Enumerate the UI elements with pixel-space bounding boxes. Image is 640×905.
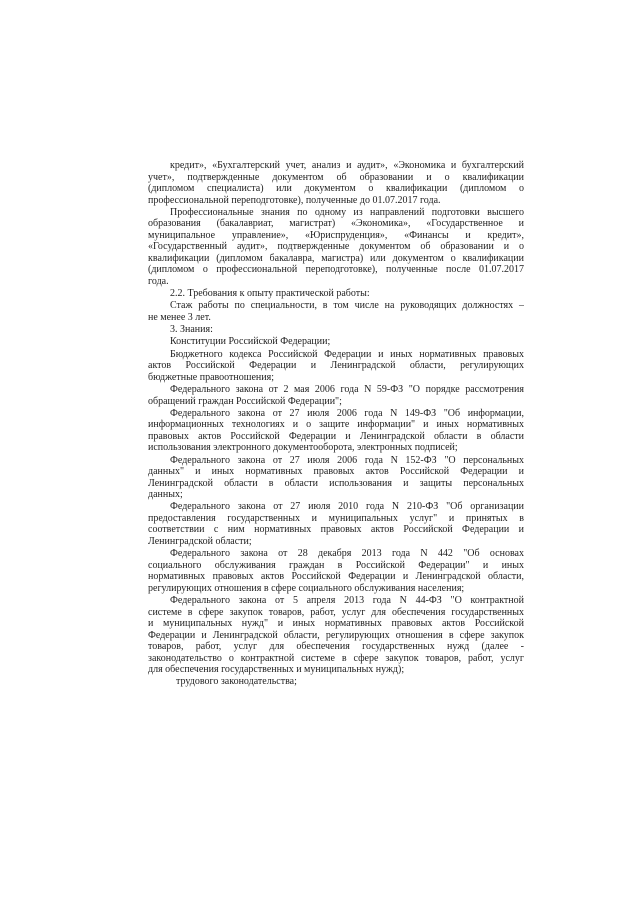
document-paragraph (148, 324, 524, 336)
paragraph-line: Федерального закона от 27 июля 2010 года N 210-ФЗ "Об организации (170, 501, 524, 513)
paragraph-line: Ленинградской области; (148, 535, 252, 547)
document-paragraph (148, 160, 524, 206)
paragraph-line: актов Российской Федерации и Ленинградской области, регулирующих (148, 360, 524, 372)
document-paragraph (148, 384, 524, 407)
paragraph-line: 2.2. Требования к опыту практической работы: (170, 288, 370, 300)
paragraph-line: 3. Знания: (170, 324, 213, 336)
document-paragraph (148, 349, 524, 384)
paragraph-line: трудового законодательства; (176, 676, 297, 688)
document-paragraph (148, 455, 524, 501)
paragraph-line: нормативных правовых актов Российской Федерации и Ленинградской области, (148, 571, 524, 583)
paragraph-line: и муниципальных нужд" и иных нормативных правовых актов Российской (148, 618, 524, 630)
paragraph-line: данных" и иных нормативных правовых актов Российской Федерации и (148, 466, 524, 478)
paragraph-line: Федерального закона от 27 июля 2006 года N 152-ФЗ "О персональных (170, 454, 524, 466)
paragraph-line: бюджетные правоотношения; (148, 371, 274, 383)
paragraph-line: года. (148, 275, 169, 287)
document-paragraph (148, 501, 524, 547)
paragraph-line: Федерального закона от 28 декабря 2013 года N 442 "Об основах (170, 548, 524, 560)
document-page (148, 160, 524, 688)
paragraph-line: профессиональной переподготовке), полученные до 01.07.2017 года. (148, 194, 441, 206)
paragraph-line: (дипломом о профессиональной переподготовке), полученные после 01.07.2017 (148, 264, 524, 276)
paragraph-line: для обеспечения государственных и муниципальных нужд); (148, 664, 405, 676)
paragraph-line: муниципальное управление», «Юриспруденция», «Финансы и кредит», (148, 229, 524, 241)
document-paragraph (148, 336, 524, 348)
document-paragraph (148, 408, 524, 454)
paragraph-line: образования (бакалавриат, магистрат) «Экономика», «Государственное и (148, 218, 524, 230)
document-paragraph (148, 300, 524, 323)
paragraph-line: Бюджетного кодекса Российской Федерации и иных нормативных правовых (170, 348, 524, 360)
paragraph-line: товаров, работ, услуг для обеспечения государственных нужд (далее - (148, 641, 524, 653)
paragraph-line: использования электронного документооборота, электронных подписей; (148, 442, 458, 454)
document-paragraph (148, 288, 524, 300)
paragraph-line: регулирующих отношения в сфере социального обслуживания населения; (148, 582, 465, 594)
paragraph-line: социального обслуживания граждан в Российской Федерации" и иных (148, 559, 524, 571)
paragraph-line: (дипломом специалиста) или документом о квалификации (дипломом о (148, 183, 524, 194)
paragraph-line: правовых актов Российской Федерации и Ленинградской области в области (148, 430, 524, 442)
paragraph-line: соответствии с ним нормативных правовых актов Российской Федерации и (148, 524, 524, 536)
paragraph-line: не менее 3 лет. (148, 311, 211, 323)
paragraph-line: Конституции Российской Федерации; (170, 336, 331, 348)
paragraph-line: Стаж работы по специальности, в том числе на руководящих должностях – (170, 300, 524, 312)
document-paragraph (148, 595, 524, 676)
paragraph-line: обращений граждан Российской Федерации"; (148, 395, 342, 407)
paragraph-line: предоставления государственных и муниципальных услуг" и принятых в (148, 512, 524, 524)
document-paragraph (148, 548, 524, 594)
paragraph-line: системе в сфере закупок товаров, работ, услуг для обеспечения государственных (148, 606, 524, 618)
paragraph-line: Ленинградской области в области использования и защиты персональных (148, 477, 524, 489)
paragraph-line: законодательство о контрактной системе в сфере закупок товаров, работ, услуг (148, 652, 524, 664)
document-paragraph (148, 207, 524, 288)
paragraph-line: Профессиональные знания по одному из направлений подготовки высшего (170, 206, 524, 218)
paragraph-line: квалификации (дипломом бакалавра, магистра) или документом о квалификации (148, 252, 524, 264)
paragraph-line: Федерации и Ленинградской области, регулирующих отношения в сфере закупок (148, 629, 524, 641)
paragraph-line: учет», подтвержденные документом об образовании и о квалификации (148, 171, 524, 183)
document-paragraph (148, 676, 524, 688)
paragraph-line: «Государственный аудит», подтвержденные документом об образовании и о (148, 241, 524, 253)
paragraph-line: Федерального закона от 2 мая 2006 года N 59-ФЗ "О порядке рассмотрения (170, 384, 524, 396)
paragraph-line: данных; (148, 489, 183, 501)
paragraph-line: Федерального закона от 27 июля 2006 года N 149-ФЗ "Об информации, (170, 407, 524, 419)
paragraph-line: Федерального закона от 5 апреля 2013 года N 44-ФЗ "О контрактной (170, 595, 524, 607)
paragraph-line: информационных технологиях и о защите информации" и иных нормативных (148, 419, 524, 431)
paragraph-line: кредит», «Бухгалтерский учет, анализ и аудит», «Экономика и бухгалтерский (170, 160, 524, 171)
